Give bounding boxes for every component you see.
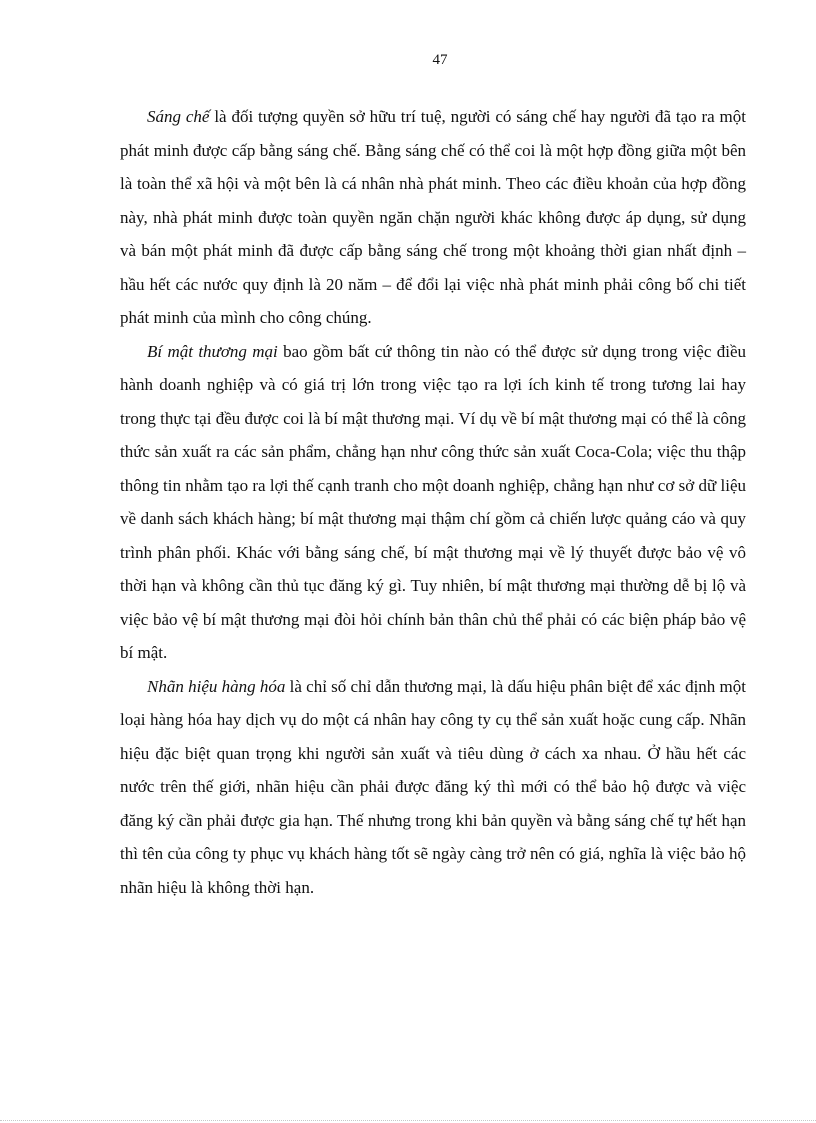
paragraph-trademark-text: là chỉ số chỉ dẫn thương mại, là dấu hiệu phân biệt để xác định một loại hàng hóa hay dịch vụ do một cá nhân hay công ty cụ thể sản xuất hoặc cung cấp. Nhãn hiệu đặc biệt quan trọng khi người sản xuất và tiêu dùng ở cách xa nhau. Ở hầu hết các nước trên thế giới, nhãn hiệu cần phải được đăng ký thì mới có thể bảo hộ được và việc đăng ký cần phải được gia hạn. Thế nhưng trong khi bản quyền và bằng sáng chế tự hết hạn thì tên của công ty phục vụ khách hàng tốt sẽ ngày càng trở nên có giá, nghĩa là việc bảo hộ nhãn hiệu là không thời hạn.	[120, 676, 747, 897]
term-patent: Sáng chế	[147, 107, 210, 126]
paragraph-trade-secret	[120, 335, 746, 670]
term-trademark: Nhãn hiệu hàng hóa	[147, 676, 286, 696]
page-number: 47	[432, 52, 448, 68]
paragraph-trade-secret-text: bao gồm bất cứ thông tin nào có thể được sử dụng trong việc điều hành doanh nghiệp và có giá trị lớn trong việc tạo ra lợi ích kinh tế trong tương lai hay trong thực tại đều được coi là bí mật thương mại. Ví dụ về bí mật thương mại có thể là công thức sản xuất ra các sản phẩm, chẳng hạn như công thức sản xuất Coca-Cola; việc thu thập thông tin nhằm tạo ra lợi thế cạnh tranh cho một doanh nghiệp, chẳng hạn như cơ sở dữ liệu về danh sách khách hàng; bí mật thương mại thậm chí gồm cả chiến lược quảng cáo và quy trình phân phối. Khác với bằng sáng chế, bí mật thương mại về lý thuyết được bảo vệ vô thời hạn và không cần thủ tục đăng ký gì. Tuy nhiên, bí mật thương mại thường dễ bị lộ và việc bảo vệ bí mật thương mại đòi hỏi chính bản thân chủ thể phải có các biện pháp bảo vệ bí mật.	[120, 341, 746, 662]
paragraph-patent	[120, 100, 746, 335]
document-body	[120, 100, 746, 904]
paragraph-patent-text: là đối tượng quyền sở hữu trí tuệ, người có sáng chế hay người đã tạo ra một phát minh được cấp bằng sáng chế. Bằng sáng chế có thể coi là một hợp đồng giữa một bên là toàn thể xã hội và một bên là cá nhân nhà phát minh. Theo các điều khoản của hợp đồng này, nhà phát minh được toàn quyền ngăn chặn người khác không được áp dụng, sử dụng và bán một phát minh đã được cấp bằng sáng chế trong một khoảng thời gian nhất định – hầu hết các nước quy định là 20 năm – để đổi lại việc nhà phát minh phải công bố chi tiết phát minh của mình cho công chúng.	[120, 107, 746, 327]
term-trade-secret: Bí mật thương mại	[147, 341, 278, 361]
page-bottom-border	[0, 1120, 816, 1121]
paragraph-trademark	[120, 670, 746, 905]
